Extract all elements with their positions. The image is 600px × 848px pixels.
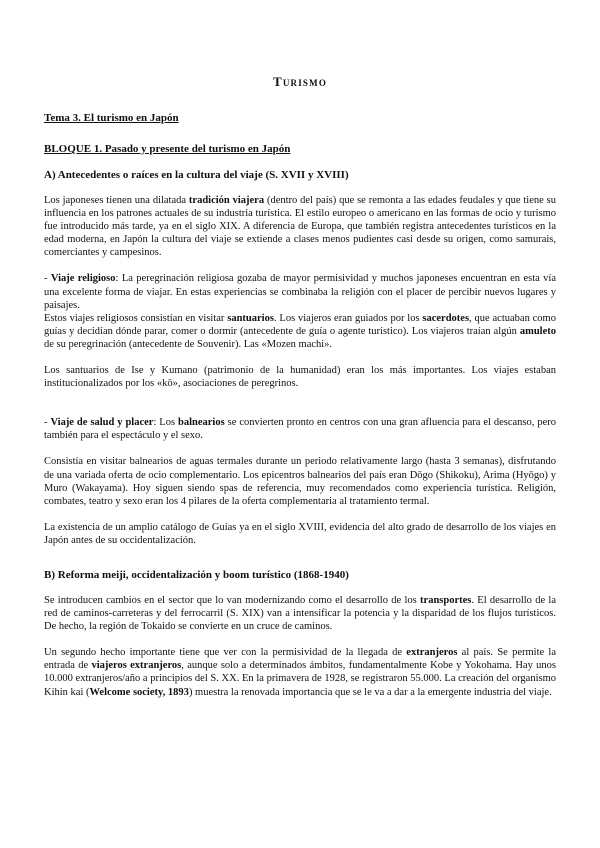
paragraph-balnearios [44,455,556,507]
text-run: : Los [153,417,179,429]
bold-term: sacerdotes [422,312,470,324]
text-run: de su peregrinación (antecedente de Souvenir). Las «Mozen machi». [44,338,333,350]
text-run: al país. Se permite la entrada de [44,647,556,672]
document-title: Turismo [272,74,328,89]
bold-term: viajeros extranjeros [91,660,182,672]
text-run: - [44,273,51,285]
text-run: Estos viajes religiosos consistían en visitar [44,312,228,324]
section-b-heading: B) Reforma meiji, occidentalización y boom turístico (1868-1940) [44,568,349,581]
paragraph-guias [44,521,556,547]
text-run: . El desarrollo de la red de caminos-carreteras y del ferrocarril (S. XIX) van a intensificar la potencia y la disparidad de los flujos turísticos. De hecho, la región de Tokaido se convierte en un cruce de caminos. [44,594,556,633]
paragraph-extranjeros [44,646,556,698]
text-run: Se introducen cambios en el sector que lo van modernizando como el desarrollo de los [44,594,421,606]
bold-term: Viaje de salud y placer [50,417,154,429]
paragraph-ise-kumano [44,364,556,390]
bold-term: transportes [420,594,472,606]
text-run: . Los viajeros eran guiados por los [273,312,423,324]
bloque-heading: BLOQUE 1. Pasado y presente del turismo en Japón [44,143,291,155]
text-run: La existencia de un amplio catálogo de Guías ya en el siglo XVIII, evidencia del alto grado de desarrollo de los viajes en Japón antes de su occidentalización. [44,521,556,546]
text-run: - [44,417,51,429]
text-run: : La peregrinación religiosa gozaba de mayor permisividad y muchos japoneses encuentran en esta vía una excelente forma de viajar. En estas experiencias se combinaba la religión con el placer de percibir nuevos lugares y paisajes. [44,273,556,311]
paragraph-santuarios [44,312,556,351]
paragraph-transportes [44,594,556,633]
text-run: Consistía en visitar balnearios de aguas termales durante un periodo relativamente largo (hasta 3 semanas), disfrutando de una variada oferta de ocio complementario. Los epicentros balnearios del país eran Dōgo (Shikoku), Arima (Hyōgo) y Muro (Wakayama). Hoy siguen siendo spas de referencia, muy recomendados como experiencia turística. Religión, combates, teatro y sexo eran los 4 pilares de la oferta complementaria al tratamiento termal. [44,456,556,507]
bold-term: Welcome society, 1893 [89,686,189,698]
text-run: Los japoneses tienen una dilatada [44,195,189,206]
text-run: Un segundo hecho importante tiene que ver con la permisividad de la llegada de [44,647,407,659]
bold-term: balnearios [178,417,225,429]
text-run: , que actuaban como guías y decidían dónde parar, comer o dormir (antecedente de guía o agente turístico). Los viajeros traían algún [44,312,556,337]
text-run: se convierten pronto en centros con una gran afluencia para el descanso, pero también para el espectáculo y el sexo. [44,417,556,442]
text-run: ) muestra la renovada importancia que se le va a dar a la emergente industria del viaje. [188,686,552,698]
text-run: Los santuarios de Ise y Kumano (patrimonio de la humanidad) eran los más importantes. Los viajes estaban institucionalizados por los «kō», asociaciones de peregrinos. [44,365,556,390]
bold-term: amuleto [519,325,556,337]
bold-term: santuarios [227,312,274,324]
text-run: (dentro del país) que se remonta a las edades feudales y que tiene su influencia en los patrones actuales de su industria turística. El estilo europeo o americano en las formas de ocio y turismo fue introducido más tarde, ya en el siglo XIX. A diferencia de Europa, que también registra antecedentes turísticos en la edad moderna, en Japón la cultura del viaje se extiende a clases menos pudientes casi desde su origen, como samurais, comerciantes y campesinos. [44,195,556,259]
paragraph-viaje-religioso [44,272,556,311]
section-a-heading: A) Antecedentes o raíces en la cultura del viaje (S. XVII y XVIII) [44,169,349,181]
bold-term: extranjeros [406,647,458,659]
paragraph-viaje-salud [44,416,556,442]
tema-heading: Tema 3. El turismo en Japón [44,112,179,124]
bold-term: Viaje religioso [50,273,116,285]
text-run: , aunque solo a determinados ámbitos, fundamentalmente Kobe y Yokohama. Hay unos 10.000 extranjeros/año a principios del S. XX. En la primavera de 1928, se registraron 55.000. La creación del organismo Kihin kai ( [44,660,556,698]
bold-term: tradición viajera [188,195,265,206]
paragraph-intro [44,194,556,259]
document-page [44,74,556,712]
